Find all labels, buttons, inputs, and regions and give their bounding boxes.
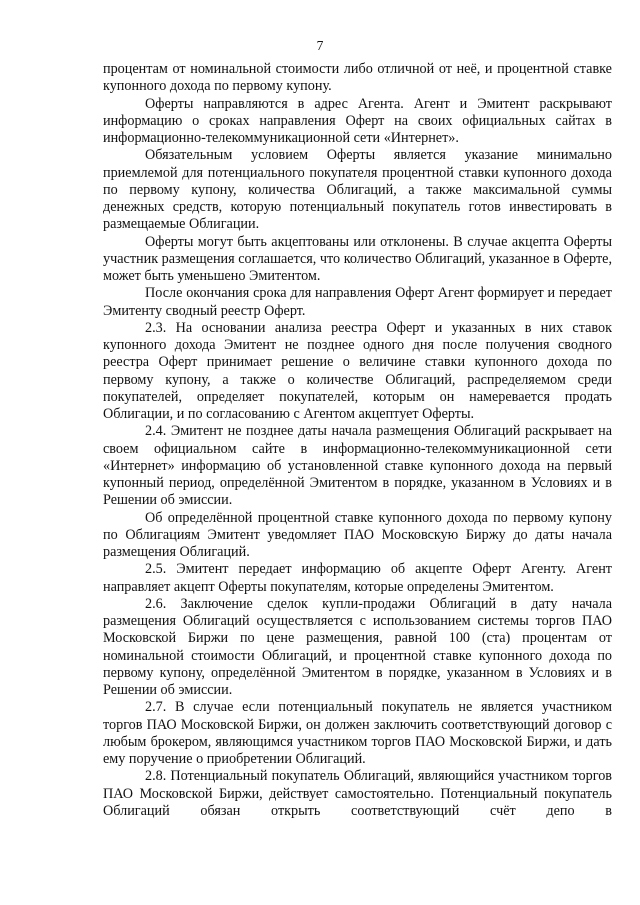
- paragraph: 2.7. В случае если потенциальный покупатель не является участником торгов ПАО Московской Биржи, он должен заключить соответствующий договор с любым брокером, являющимся участником торгов ПАО Московской Биржи, и дать ему поручение о приобретении Облигаций.: [103, 699, 612, 767]
- paragraph: Оферты могут быть акцептованы или отклонены. В случае акцепта Оферты участник размещения соглашается, что количество Облигаций, указанное в Оферте, может быть уменьшено Эмитентом.: [103, 233, 612, 284]
- paragraph: 2.8. Потенциальный покупатель Облигаций, являющийся участником торгов ПАО Московской Биржи, действует самостоятельно. Потенциальный покупатель Облигаций обязан открыть соответствующий счёт депо в: [103, 768, 612, 819]
- paragraph: Оферты направляются в адрес Агента. Агент и Эмитент раскрывают информацию о сроках направления Оферт на своих официальных сайтах в информационно-телекоммуникационной сети «Интернет».: [103, 95, 612, 146]
- paragraph: процентам от номинальной стоимости либо отличной от неё, и процентной ставке купонного дохода по первому купону.: [103, 61, 612, 95]
- document-body: [103, 61, 612, 820]
- paragraph: 2.3. На основании анализа реестра Оферт и указанных в них ставок купонного дохода Эмитент не позднее одного дня после получения сводного реестра Оферт принимает решение о величине ставки купонного дохода по первому купону, а также о количестве Облигаций, распределяемом среди покупателей, определяет покупателей, которым он намеревается продать Облигации, и по согласованию с Агентом акцептует Оферты.: [103, 319, 612, 422]
- paragraph: После окончания срока для направления Оферт Агент формирует и передает Эмитенту сводный реестр Оферт.: [103, 285, 612, 319]
- paragraph: 2.5. Эмитент передает информацию об акцепте Оферт Агенту. Агент направляет акцепт Оферты покупателям, которые определены Эмитентом.: [103, 561, 612, 595]
- paragraph: Об определённой процентной ставке купонного дохода по первому купону по Облигациям Эмитент уведомляет ПАО Московскую Биржу до даты начала размещения Облигаций.: [103, 509, 612, 560]
- paragraph: Обязательным условием Оферты является указание минимально приемлемой для потенциального покупателя процентной ставки купонного дохода по первому купону, количества Облигаций, а также максимальной суммы денежных средств, которую потенциальный покупатель готов инвестировать в размещаемые Облигации.: [103, 147, 612, 233]
- paragraph: 2.4. Эмитент не позднее даты начала размещения Облигаций раскрывает на своем официальном сайте в информационно-телекоммуникационной сети «Интернет» информацию об установленной ставке купонного дохода на первый купонный период, определённой Эмитентом в порядке, указанном в Условиях и в Решении об эмиссии.: [103, 423, 612, 509]
- paragraph: 2.6. Заключение сделок купли-продажи Облигаций в дату начала размещения Облигаций осуществляется с использованием системы торгов ПАО Московской Биржи по цене размещения, равной 100 (ста) процентам от номинальной стоимости Облигаций, и процентной ставке купонного дохода по первому купону, определённой Эмитентом в порядке, указанном в Условиях и в Решении об эмиссии.: [103, 595, 612, 698]
- page-number: 7: [316, 38, 324, 53]
